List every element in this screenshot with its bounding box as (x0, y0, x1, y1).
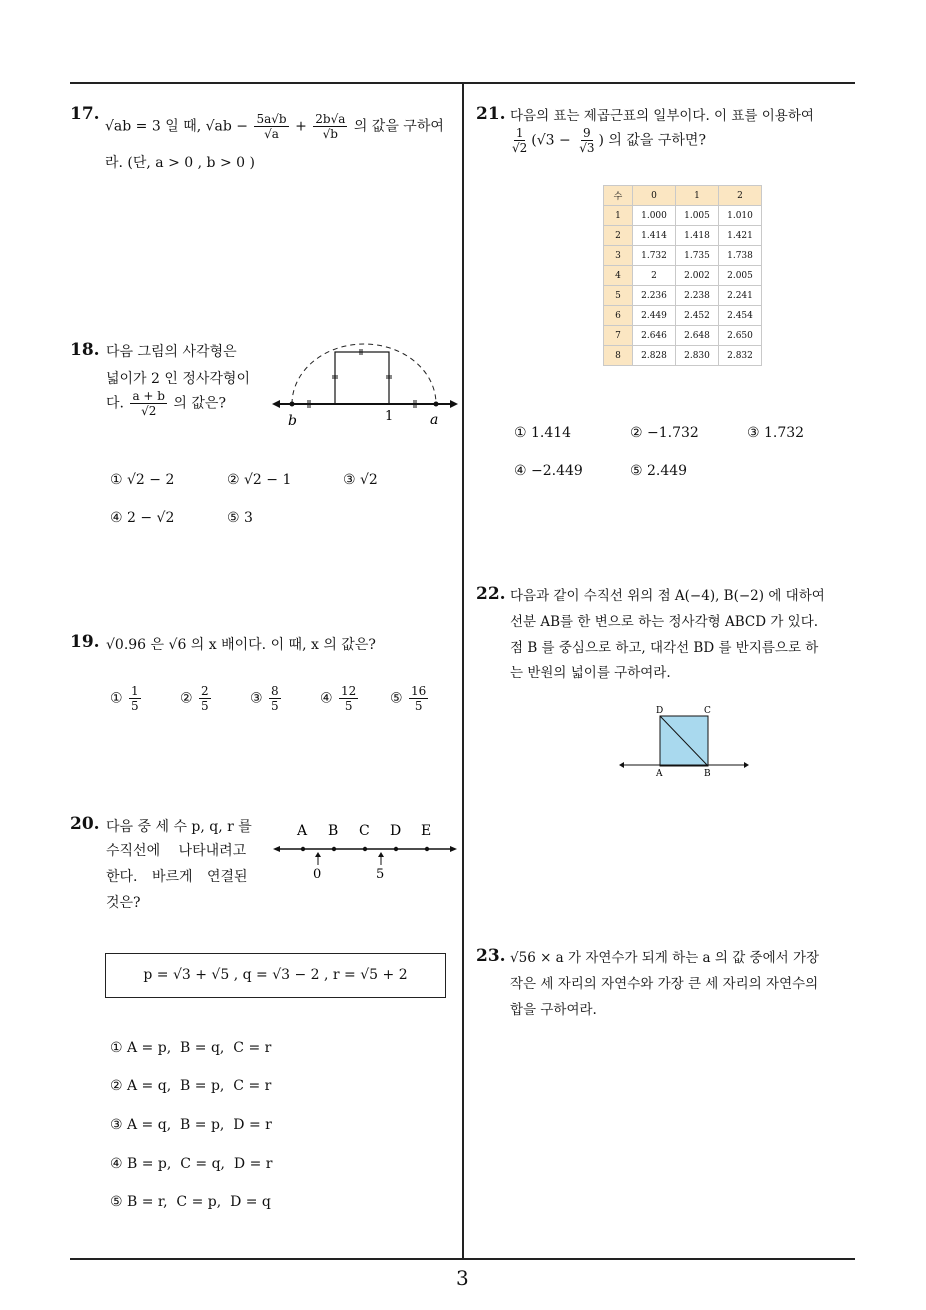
q20-point-C (363, 847, 367, 851)
q17-line1-a: √ab = 3 일 때, √ab − (105, 118, 249, 135)
sqrt-table-cell: 2.454 (719, 306, 762, 326)
q20-point-B (332, 847, 336, 851)
q20-arrow-left (273, 846, 280, 852)
q22-label-B: B (704, 769, 711, 779)
sqrt-table-row (604, 306, 762, 326)
sqrt-table-cell: 7 (604, 326, 633, 346)
q20-point-D (394, 847, 398, 851)
q21-mid: (√3 − (531, 132, 571, 149)
sqrt-table-cell: 2.646 (633, 326, 676, 346)
sqrt-table-cell: 2.832 (719, 346, 762, 366)
q18-arc (292, 344, 436, 404)
sqrt-table-cell: 1.735 (676, 246, 719, 266)
sqrt-table-cell: 5 (604, 286, 633, 306)
sqrt-table-cell: 2.449 (633, 306, 676, 326)
q20-line2: 수직선에 나타내려고 (106, 843, 247, 859)
q18-line1: 다음 그림의 사각형은 (106, 344, 237, 360)
q20-number: 20. (70, 814, 100, 834)
q18-choice-5[interactable]: ⑤ 3 (227, 510, 253, 526)
q18-arrow-left (272, 400, 280, 408)
sqrt-table-row (604, 326, 762, 346)
sqrt-table-header-cell: 2 (719, 186, 762, 206)
q22-label-D: D (656, 706, 664, 716)
q20-point-E (425, 847, 429, 851)
sqrt-table-row (604, 286, 762, 306)
q20-line4: 것은? (106, 895, 141, 911)
q22-line1: 다음과 같이 수직선 위의 점 A(−4), B(−2) 에 대하여 (510, 588, 825, 604)
q21-choice-1[interactable]: ① 1.414 (514, 425, 572, 441)
q19-choice-4[interactable]: ④ $\frac{12}{5}$ (320, 684, 357, 713)
q20-arrow-right (450, 846, 457, 852)
q22-line4: 는 반원의 넓이를 구하여라. (510, 665, 671, 681)
sqrt-table-cell: 2.452 (676, 306, 719, 326)
q21-line2 (508, 126, 706, 155)
q20-choice-1[interactable]: ① A = p, B = q, C = r (110, 1040, 272, 1056)
q18-arrow-right (450, 400, 458, 408)
q18-line3 (106, 389, 226, 418)
q21-choice-2[interactable]: ② −1.732 (630, 425, 699, 441)
bottom-rule (70, 1258, 855, 1260)
sqrt-table-cell: 1 (604, 206, 633, 226)
q20-tick-0: 0 (313, 867, 322, 882)
sqrt-table-cell: 1.414 (633, 226, 676, 246)
q20-label-A: A (297, 823, 308, 839)
sqrt-table-cell: 1.000 (633, 206, 676, 226)
q18-choice-4[interactable]: ④ 2 − √2 (110, 510, 175, 526)
q21-choice-3[interactable]: ③ 1.732 (747, 425, 805, 441)
q20-point-A (301, 847, 305, 851)
q20-given-text: p = √3 + √5 , q = √3 − 2 , r = √5 + 2 (143, 967, 408, 983)
q20-label-E: E (421, 823, 432, 839)
sqrt-table-header-cell: 수 (604, 186, 633, 206)
sqrt-table-row (604, 246, 762, 266)
q22-label-A: A (656, 769, 663, 779)
q18-line2: 넓이가 2 인 정사각형이 (106, 371, 250, 387)
q21-line1: 다음의 표는 제곱근표의 일부이다. 이 표를 이용하여 (510, 108, 814, 124)
q17-number: 17. (70, 104, 100, 124)
sqrt-table-row (604, 266, 762, 286)
sqrt-table-header (604, 186, 762, 206)
q19-choice-1[interactable]: ① $\frac{1}{5}$ (110, 684, 139, 713)
sqrt-table-cell: 2 (633, 266, 676, 286)
sqrt-table-cell: 3 (604, 246, 633, 266)
sqrt-table-cell: 1.010 (719, 206, 762, 226)
sqrt-table-cell: 2.241 (719, 286, 762, 306)
q18-choice-3[interactable]: ③ √2 (343, 472, 378, 488)
column-divider (462, 83, 464, 1259)
q19-text: √0.96 은 √6 의 x 배이다. 이 때, x 의 값은? (106, 637, 376, 653)
q22-figure (618, 702, 750, 780)
q19-choice-3[interactable]: ③ $\frac{8}{5}$ (250, 684, 279, 713)
q20-choice-3[interactable]: ③ A = q, B = p, D = r (110, 1117, 272, 1133)
q23-line2: 작은 세 자리의 자연수와 가장 큰 세 자리의 자연수의 (510, 976, 819, 992)
q21-line2-b: ) 의 값을 구하면? (598, 132, 706, 149)
q17-plus: + (295, 118, 307, 135)
sqrt-table-row (604, 226, 762, 246)
q18-choice-1[interactable]: ① √2 − 2 (110, 472, 175, 488)
q20-label-D: D (390, 823, 402, 839)
q21-choice-4[interactable]: ④ −2.449 (514, 463, 583, 479)
q18-frac: $\frac{a + b}{√2}$ (132, 389, 165, 418)
q21-choice-5[interactable]: ⑤ 2.449 (630, 463, 688, 479)
sqrt-table-row (604, 346, 762, 366)
q20-choice-4[interactable]: ④ B = p, C = q, D = r (110, 1156, 273, 1172)
q17-frac2: $\frac{2b√a}{√b}$ (315, 112, 346, 141)
sqrt-table-header-cell: 1 (676, 186, 719, 206)
q19-choice-5[interactable]: ⑤ $\frac{16}{5}$ (390, 684, 427, 713)
q20-label-C: C (359, 823, 370, 839)
q20-choice-5[interactable]: ⑤ B = r, C = p, D = q (110, 1194, 271, 1210)
q17-line1 (105, 112, 444, 141)
q18-line3-b: 의 값은? (173, 395, 226, 412)
q21-frac1: $\frac{1}{√2}$ (512, 126, 528, 155)
q20-choice-2[interactable]: ② A = q, B = p, C = r (110, 1078, 272, 1094)
sqrt-table-row (604, 206, 762, 226)
q17-frac1: $\frac{5a√b}{√a}$ (256, 112, 287, 141)
q20-tick-5: 5 (376, 867, 385, 882)
sqrt-table-cell: 6 (604, 306, 633, 326)
sqrt-table-cell: 8 (604, 346, 633, 366)
q22-line2: 선분 AB를 한 변으로 하는 정사각형 ABCD 가 있다. (510, 614, 819, 630)
sqrt-table-cell: 2.238 (676, 286, 719, 306)
sqrt-table-cell: 1.738 (719, 246, 762, 266)
q20-line1: 다음 중 세 수 p, q, r 를 (106, 819, 252, 835)
sqrt-table-cell: 2.828 (633, 346, 676, 366)
q19-choice-2[interactable]: ② $\frac{2}{5}$ (180, 684, 209, 713)
q18-point-a (434, 402, 439, 407)
q18-line3-a: 다. (106, 395, 124, 412)
q17-line2: 라. (단, a > 0 , b > 0 ) (105, 155, 255, 171)
sqrt-table-cell: 1.005 (676, 206, 719, 226)
q20-figure (272, 818, 458, 888)
q18-square (335, 352, 389, 404)
sqrt-table-cell: 1.732 (633, 246, 676, 266)
q21-number: 21. (476, 104, 506, 124)
q18-label-a: a (430, 412, 439, 428)
q23-line3: 합을 구하여라. (510, 1002, 597, 1018)
q23-number: 23. (476, 946, 506, 966)
q18-figure (272, 340, 462, 432)
q22-line3: 점 B 를 중심으로 하고, 대각선 BD 를 반지름으로 하 (510, 640, 819, 656)
q20-label-B: B (328, 823, 339, 839)
q23-line1: √56 × a 가 자연수가 되게 하는 a 의 값 중에서 가장 (510, 950, 820, 966)
page-number: 3 (456, 1266, 469, 1290)
q18-choice-2[interactable]: ② √2 − 1 (227, 472, 292, 488)
q18-number: 18. (70, 340, 100, 360)
q20-line3: 한다. 바르게 연결된 (106, 869, 248, 885)
sqrt-table-cell: 4 (604, 266, 633, 286)
sqrt-table (603, 185, 762, 366)
sqrt-table-cell: 2.650 (719, 326, 762, 346)
q22-number: 22. (476, 584, 506, 604)
q18-label-1: 1 (385, 409, 394, 424)
q22-label-C: C (704, 706, 711, 716)
q18-label-b: b (288, 413, 297, 429)
q17-line1-b: 의 값을 구하여 (353, 118, 444, 135)
sqrt-table-cell: 2.830 (676, 346, 719, 366)
q21-frac2: $\frac{9}{√3}$ (579, 126, 595, 155)
sqrt-table-cell: 1.418 (676, 226, 719, 246)
sqrt-table-cell: 1.421 (719, 226, 762, 246)
sqrt-table-cell: 2.648 (676, 326, 719, 346)
sqrt-table-cell: 2.005 (719, 266, 762, 286)
sqrt-table-cell: 2.236 (633, 286, 676, 306)
q18-point-b (290, 402, 295, 407)
sqrt-table-cell: 2.002 (676, 266, 719, 286)
q19-number: 19. (70, 632, 100, 652)
sqrt-table-header-cell: 0 (633, 186, 676, 206)
sqrt-table-cell: 2 (604, 226, 633, 246)
